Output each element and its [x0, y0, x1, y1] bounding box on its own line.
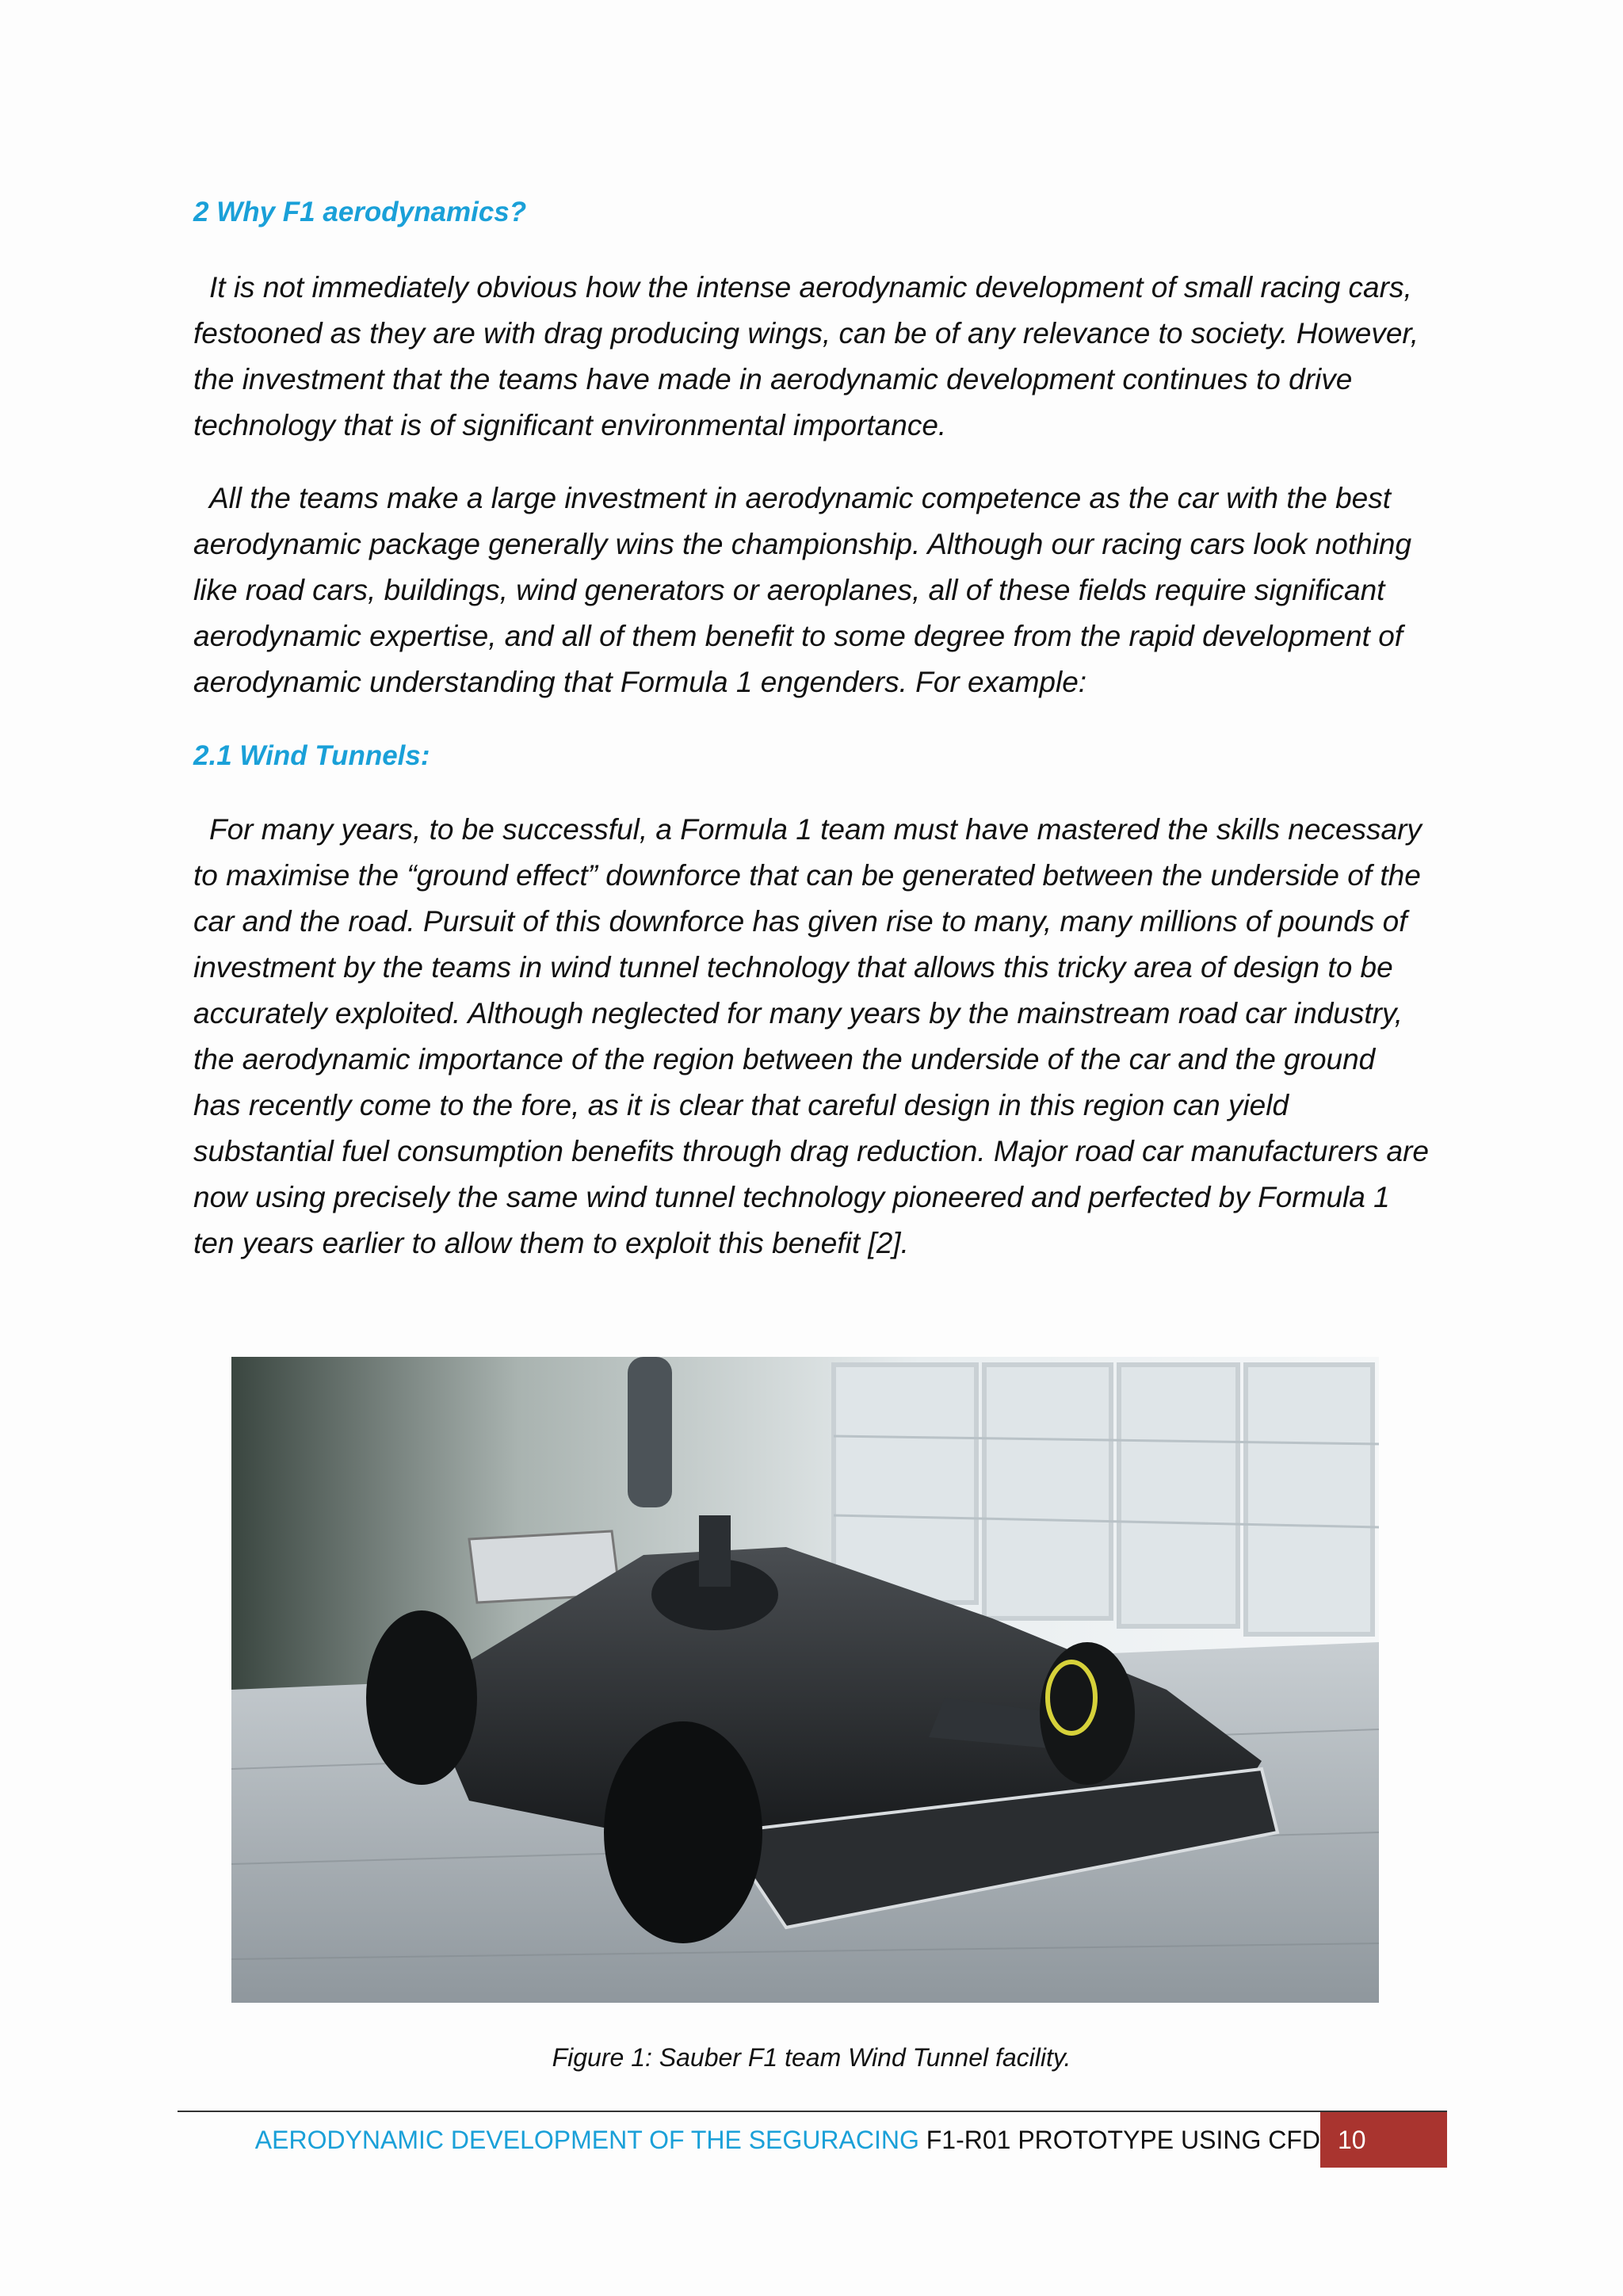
subsection-paragraph-1: For many years, to be successful, a Formula 1 team must have mastered the skills necessary to maximise the “ground effect” downforce that can be generated between the underside of the car and the road. Pursuit of this downforce has given rise to many, many millions of pounds of investment by the teams in wind tunnel technology that allows this tricky area of design to be accurately exploited. Although neglected for many years by the mainstream road car industry, the aerodynamic importance of the region between the underside of the car and the ground has recently come to the fore, as it is clear that careful design in this region can yield substantial fuel consumption benefits through drag reduction. Major road car manufacturers are now using precisely the same wind tunnel technology pioneered and perfected by Formula 1 ten years earlier to allow them to exploit this benefit [2].: [193, 813, 1429, 1259]
footer-title: [255, 2126, 1320, 2155]
footer-title-accent: AERODYNAMIC DEVELOPMENT OF THE SEGURACING: [254, 2126, 919, 2154]
section-paragraph-1: It is not immediately obvious how the intense aerodynamic development of small racing cars, festooned as they are with drag producing wings, can be of any relevance to society. However, the investment that the teams have made in aerodynamic development continues to drive technology that is of significant environmental importance.: [193, 271, 1419, 441]
footer-title-rest: F1-R01 PROTOTYPE USING CFD: [918, 2126, 1320, 2154]
wind-tunnel-photo: [231, 1357, 1379, 2003]
subsection-heading: 2.1 Wind Tunnels:: [193, 740, 430, 771]
page-number: 10: [1320, 2112, 1447, 2168]
figure-caption: Figure 1: Sauber F1 team Wind Tunnel facility.: [552, 2043, 1071, 2072]
section-heading: 2 Why F1 aerodynamics?: [193, 197, 527, 227]
section-paragraph-2: All the teams make a large investment in aerodynamic competence as the car with the best aerodynamic package generally wins the championship. Although our racing cars look nothing like road cars, buildings, wind generators or aeroplanes, all of these fields require significant aerodynamic expertise, and all of them benefit to some degree from the rapid development of aerodynamic understanding that Formula 1 engenders. For example:: [193, 482, 1412, 698]
page-footer: [178, 2112, 1447, 2168]
f1-car-illustration: [231, 1357, 1379, 2003]
